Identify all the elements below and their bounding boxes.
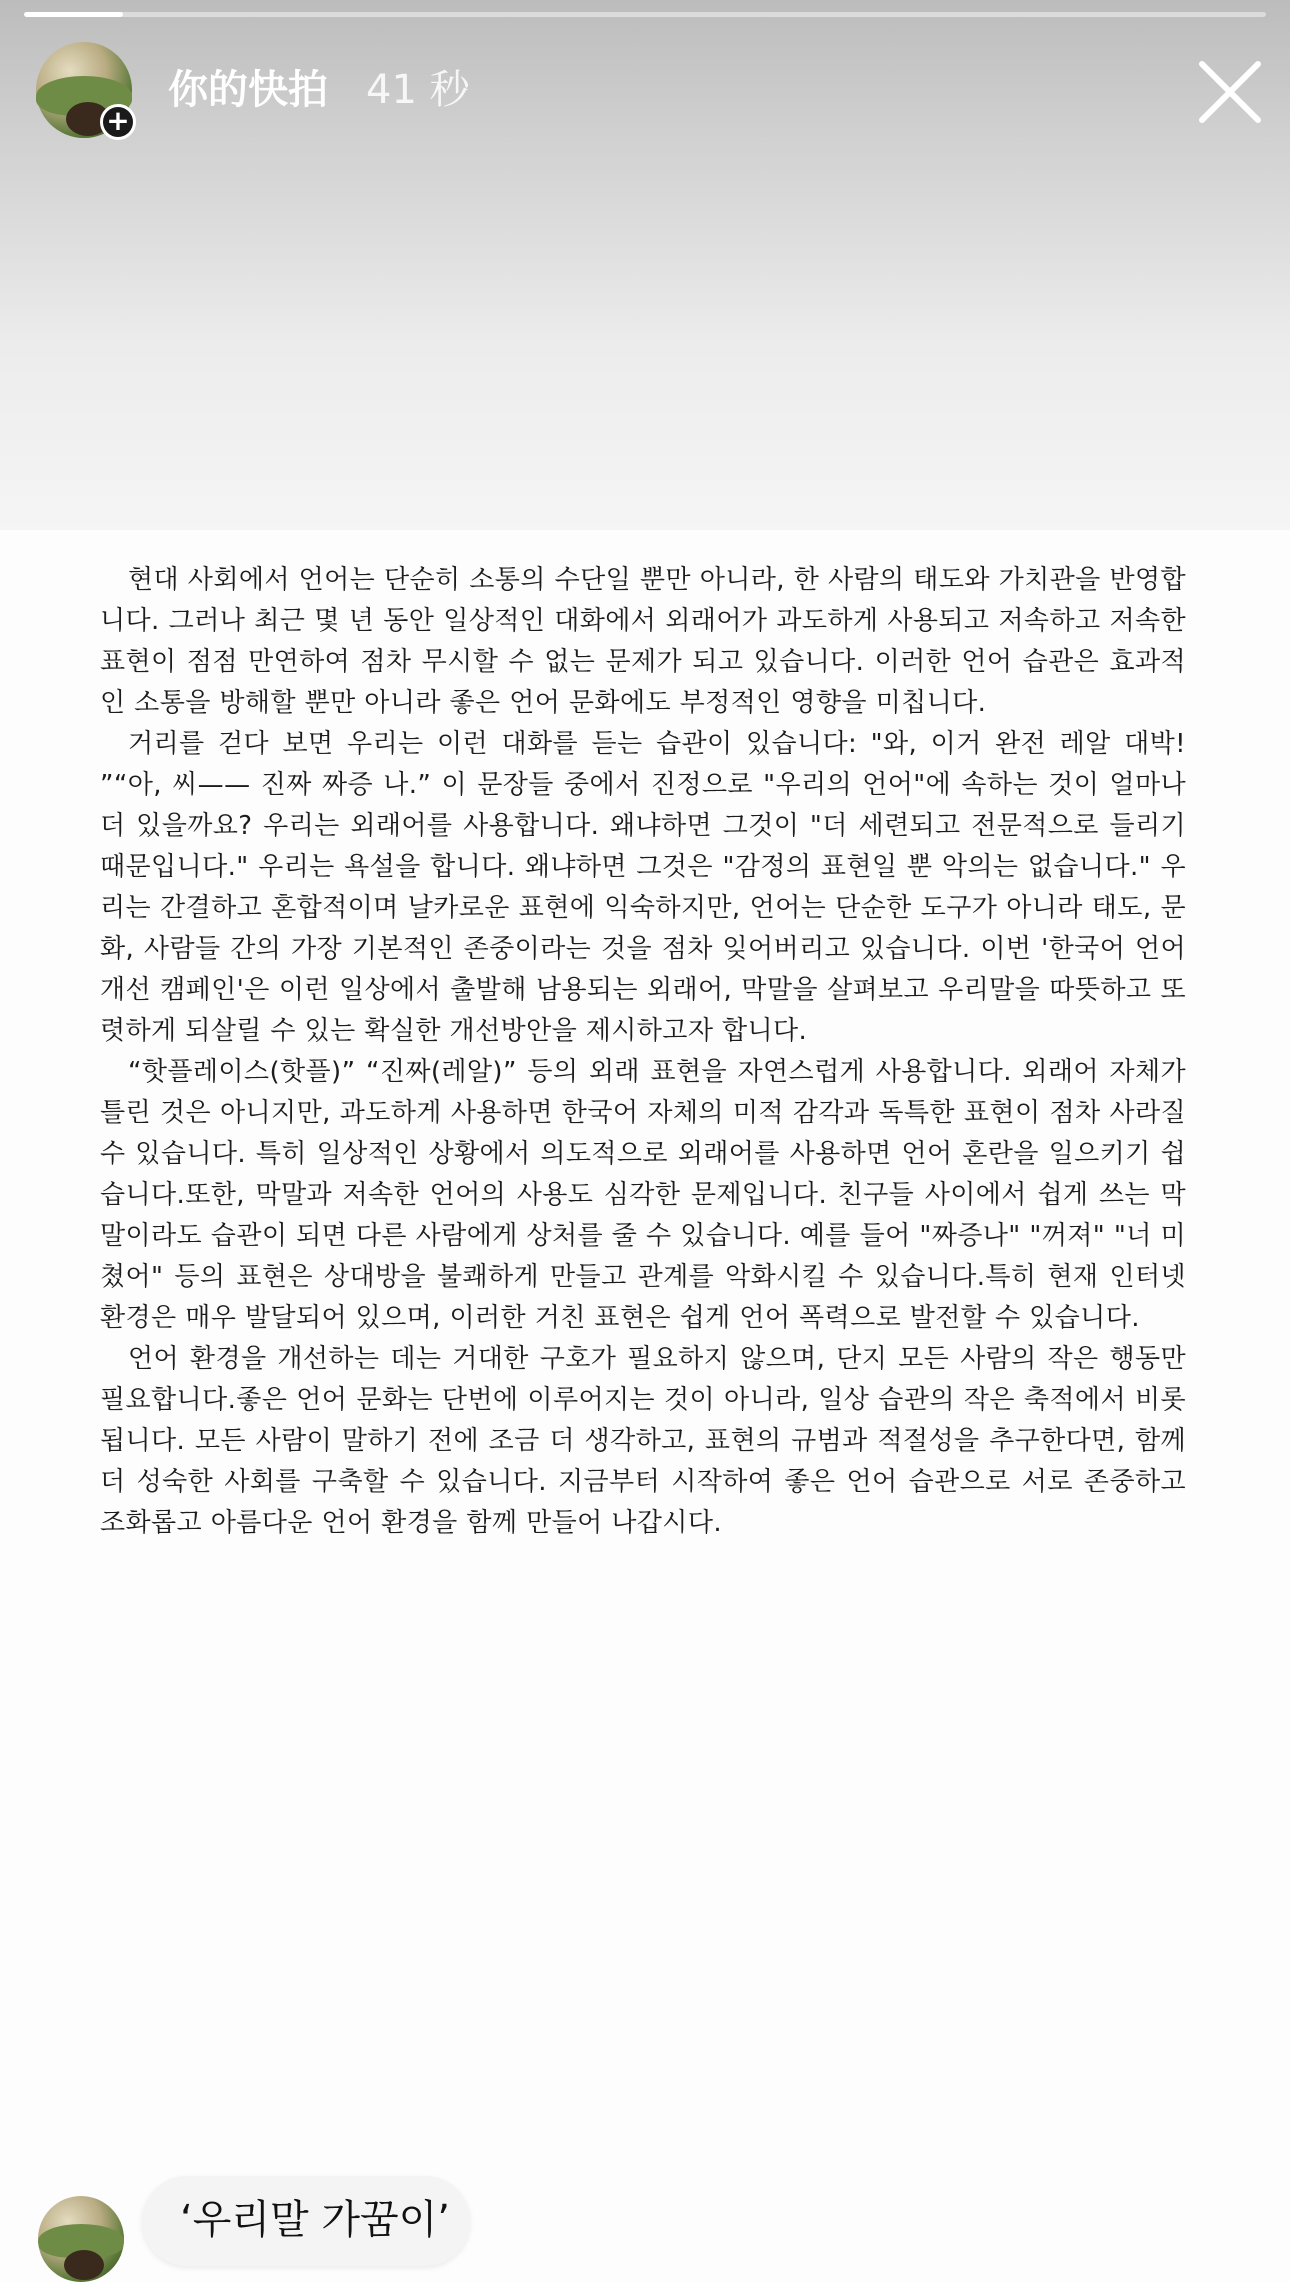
- avatar-face: [64, 2250, 104, 2280]
- story-title[interactable]: 你的快拍: [168, 67, 328, 113]
- paragraph: 언어 환경을 개선하는 데는 거대한 구호가 필요하지 않으며, 단지 모든 사람의 작은 행동만 필요합니다.좋은 언어 문화는 단번에 이루어지는 것이 아니라, 일상 습관의 작은 축적에서 비롯됩니다. 모든 사람이 말하기 전에 조금 더 생각하고, 표현의 규범과 적절성을 추구한다면, 함께 더 성숙한 사회를 구축할 수 있습니다. 지금부터 시작하여 좋은 언어 습관으로 서로 존중하고 조화롭고 아름다운 언어 환경을 함께 만들어 나갑시다.: [100, 1344, 1186, 1538]
- story-timestamp: 41 秒: [366, 67, 470, 113]
- paragraph: “핫플레이스(핫플)” “진짜(레알)” 등의 외래 표현을 자연스럽게 사용합니다. 외래어 자체가 틀린 것은 아니지만, 과도하게 사용하면 한국어 자체의 미적 감각과 독특한 표현이 점차 사라질 수 있습니다. 특히 일상적인 상황에서 의도적으로 외래어를 사용하면 언어 혼란을 일으키기 쉽습니다.또한, 막말과 저속한 언어의 사용도 심각한 문제입니다. 친구들 사이에서 쉽게 쓰는 막말이라도 습관이 되면 다른 사람에게 상처를 줄 수 있습니다. 예를 들어 "짜증나" "꺼져" "너 미쳤어" 등의 표현은 상대방을 불쾌하게 만들고 관계를 악화시킬 수 있습니다.특히 현재 인터넷 환경은 매우 발달되어 있으며, 이러한 거친 표현은 쉽게 언어 폭력으로 발전할 수 있습니다.: [100, 1057, 1186, 1333]
- mention-avatar[interactable]: [38, 2196, 124, 2282]
- story-progress-fill: [24, 12, 123, 17]
- paragraph: 거리를 걷다 보면 우리는 이런 대화를 듣는 습관이 있습니다: "와, 이거 완전 레알 대박! ”“아, 씨—— 진짜 짜증 나.” 이 문장들 중에서 진정으로 "우리의 언어"에 속하는 것이 얼마나 더 있을까요? 우리는 외래어를 사용합니다. 왜냐하면 그것이 "더 세련되고 전문적으로 들리기 때문입니다." 우리는 욕설을 합니다. 왜냐하면 그것은 "감정의 표현일 뿐 악의는 없습니다." 우리는 간결하고 혼합적이며 날카로운 표현에 익숙하지만, 언어는 단순한 도구가 아니라 태도, 문화, 사람들 간의 가장 기본적인 존중이라는 것을 점차 잊어버리고 있습니다. 이번 '한국어 언어개선 캠페인'은 이런 일상에서 출발해 남용되는 외래어, 막말을 살펴보고 우리말을 따뜻하고 또렷하게 되살릴 수 있는 확실한 개선방안을 제시하고자 합니다.: [100, 729, 1186, 1046]
- document-text: [100, 560, 1186, 1544]
- story-progress-bar: [24, 12, 1266, 17]
- plus-icon[interactable]: +: [100, 104, 136, 140]
- mention-text[interactable]: ‘우리말 가꿈이’: [180, 2197, 450, 2243]
- close-icon[interactable]: [1196, 58, 1264, 126]
- paragraph: 현대 사회에서 언어는 단순히 소통의 수단일 뿐만 아니라, 한 사람의 태도와 가치관을 반영합니다. 그러나 최근 몇 년 동안 일상적인 대화에서 외래어가 과도하게 사용되고 저속하고 저속한 표현이 점점 만연하여 점차 무시할 수 없는 문제가 되고 있습니다. 이러한 언어 습관은 효과적인 소통을 방해할 뿐만 아니라 좋은 언어 문화에도 부정적인 영향을 미칩니다.: [100, 565, 1186, 718]
